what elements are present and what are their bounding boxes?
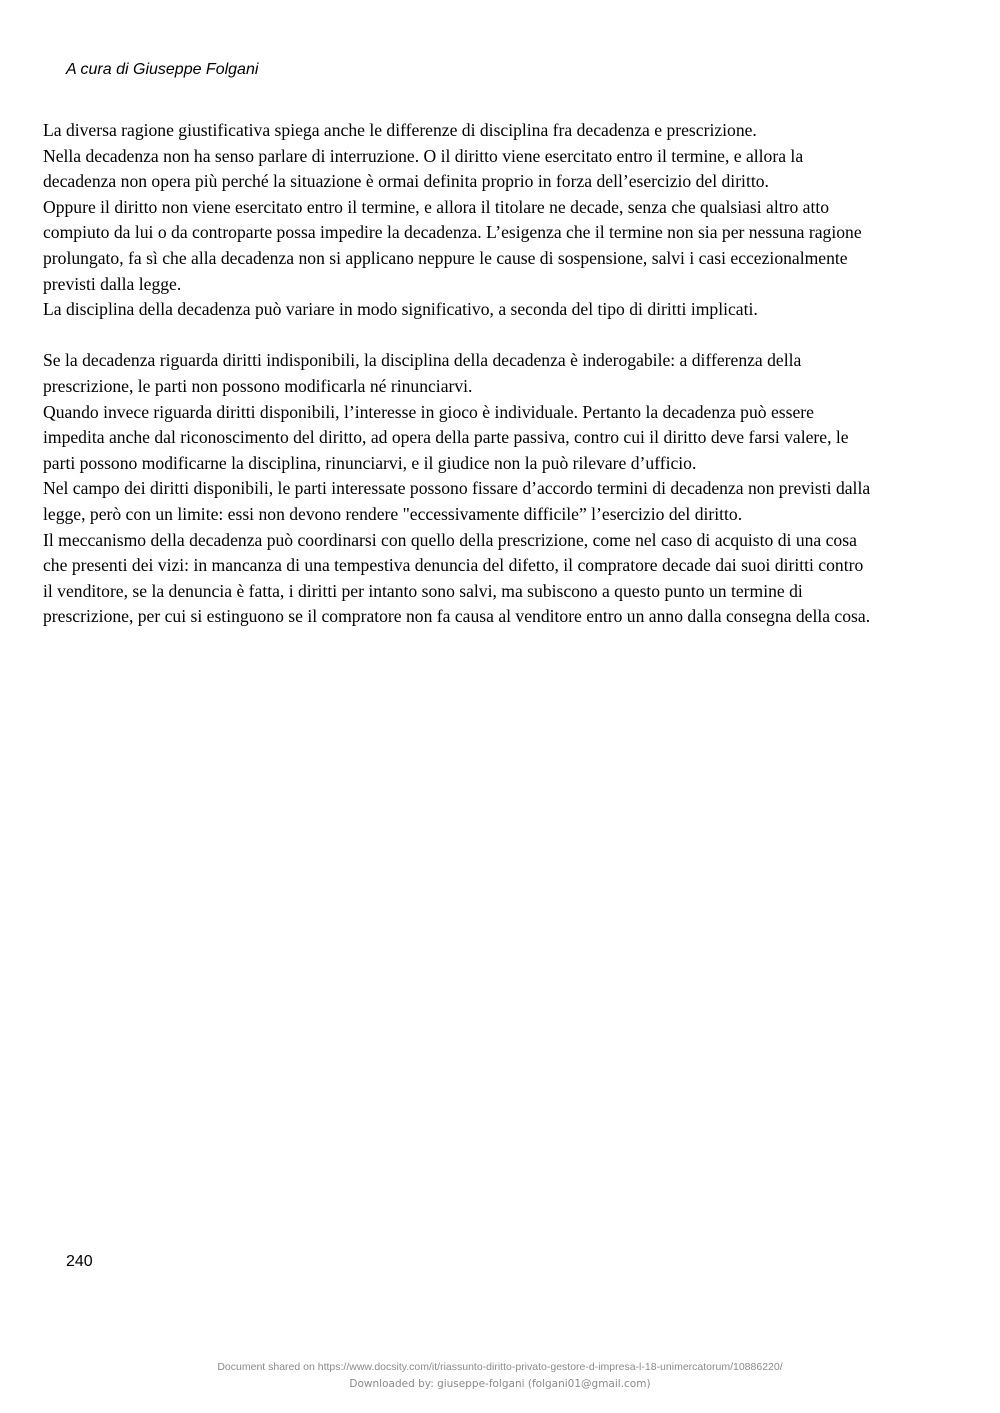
text-line: previsti dalla legge. xyxy=(43,273,182,294)
footer-downloaded-by: Downloaded by: giuseppe-folgani (folgani01@gmail.com) xyxy=(349,1378,651,1390)
text-line: Il meccanismo della decadenza può coordinarsi con quello della prescrizione, come nel caso di acquisto di una cosa xyxy=(43,529,857,550)
text-line: Oppure il diritto non viene esercitato entro il termine, e allora il titolare ne decade, senza che qualsiasi altro atto xyxy=(43,196,830,217)
text-line: parti possono modificarne la disciplina, rinunciarvi, e il giudice non la può rilevare d’ufficio. xyxy=(43,452,697,473)
page-number: 240 xyxy=(66,1253,93,1270)
text-line: La disciplina della decadenza può variare in modo significativo, a seconda del tipo di diritti implicati. xyxy=(43,299,758,320)
text-line: prolungato, fa sì che alla decadenza non si applicano neppure le cause di sospensione, salvi i casi eccezionalmente xyxy=(43,247,848,268)
text-line: Quando invece riguarda diritti disponibili, l’interesse in gioco è individuale. Pertanto la decadenza può essere xyxy=(43,401,814,422)
text-line: compiuto da lui o da controparte possa impedire la decadenza. L’esigenza che il termine non sia per nessuna ragione xyxy=(43,222,862,243)
footer-shared-notice: Document shared on https://www.docsity.com/it/riassunto-diritto-privato-gestore-d-impresa-l-18-unimercatorum/10886220/ xyxy=(217,1361,783,1373)
text-line: legge, però con un limite: essi non devono rendere "eccessivamente difficile” l’esercizio del diritto. xyxy=(43,503,743,524)
text-line: decadenza non opera più perché la situazione è ormai definita proprio in forza dell’esercizio del diritto. xyxy=(43,171,769,192)
text-line: Se la decadenza riguarda diritti indisponibili, la disciplina della decadenza è inderogabile: a differenza della xyxy=(43,350,802,371)
text-line: prescrizione, per cui si estinguono se il compratore non fa causa al venditore entro un anno dalla consegna della cosa. xyxy=(43,606,871,627)
blank-line xyxy=(43,323,959,349)
text-line: prescrizione, le parti non possono modificarla né rinunciarvi. xyxy=(43,375,473,396)
text-line: La diversa ragione giustificativa spiega anche le differenze di disciplina fra decadenza e prescrizione. xyxy=(43,120,757,140)
text-line: il venditore, se la denuncia è fatta, i diritti per intanto sono salvi, ma subiscono a questo punto un termine di xyxy=(43,580,803,601)
text-line: che presenti dei vizi: in mancanza di una tempestiva denuncia del difetto, il compratore decade dai suoi diritti contro xyxy=(43,555,864,576)
text-line: Nella decadenza non ha senso parlare di interruzione. O il diritto viene esercitato entro il termine, e allora la xyxy=(43,145,804,166)
text-line: impedita anche dal riconoscimento del diritto, ad opera della parte passiva, contro cui il diritto deve farsi valere, le xyxy=(43,427,849,448)
document-body xyxy=(43,118,959,630)
header-author: A cura di Giuseppe Folgani xyxy=(66,61,259,78)
text-line: Nel campo dei diritti disponibili, le parti interessate possono fissare d’accordo termini di decadenza non previsti dalla xyxy=(43,478,871,499)
